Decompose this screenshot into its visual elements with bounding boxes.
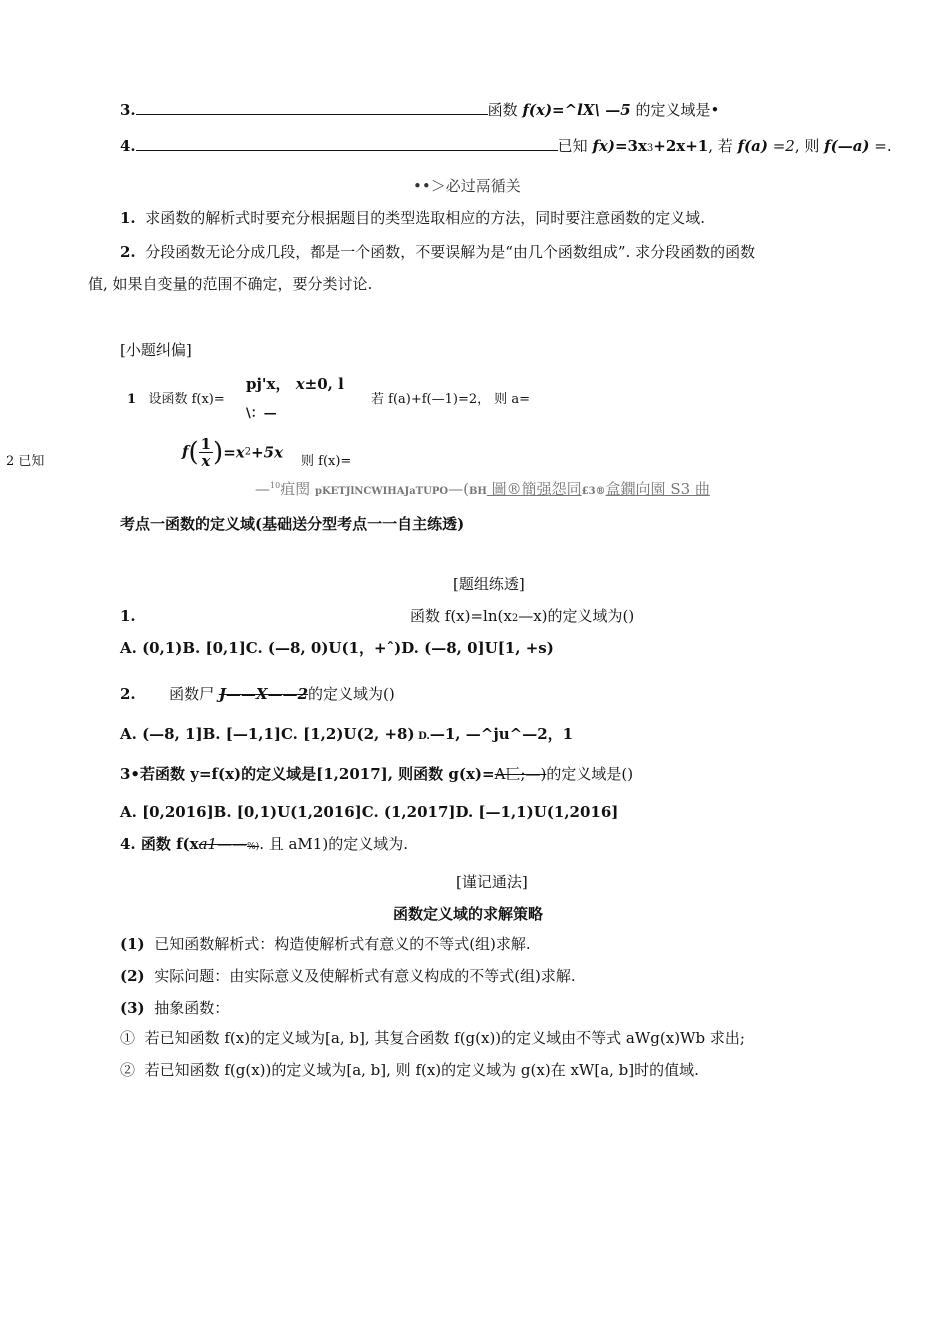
drill-question-3: 3•若函数 y=f(x)的定义域是[1,2017], 则函数 g(x)=A匸;—)的定义域是() — [120, 765, 634, 783]
answer-blank — [136, 136, 558, 151]
small-fix-heading: [小题纠偏] — [120, 341, 192, 359]
strategy-title: 函数定义域的求解策略 — [393, 905, 544, 923]
strategy-item: ② 若已知函数 f(g(x))的定义域为[a, b], 则 f(x)的定义域为 g(x)在 xW[a, b]时的值域. — [120, 1061, 699, 1079]
fraction: $\frac{1}{x}$ — [200, 435, 212, 470]
question-number: 3. — [120, 101, 136, 119]
question-3: 3. 函数 f(x)=^lX\ —5 的定义域是• — [120, 101, 720, 119]
strategy-item: (2) 实际问题：由实际意义及使解析式有意义构成的不等式(组)求解. — [120, 967, 576, 985]
piecewise-top: pj'x， x±0, l — [246, 375, 344, 393]
drill-question-1-number: 1. — [120, 607, 136, 625]
section-heading-must-pass: ••＞必过鬲循关 — [413, 177, 521, 195]
drill-question-1: 函数 f(x)=ln(x2—x)的定义域为() — [410, 607, 635, 625]
tip-2-continued: 值, 如果自变量的范围不确定，要分类讨论. — [88, 275, 373, 293]
fix-question-1: 1 设函数 f(x)= — [127, 392, 225, 407]
answer-blank — [136, 100, 488, 115]
key-point-heading: 考点一函数的定义域(基础送分型考点一一自主练透) — [120, 515, 465, 533]
drill-question-2: 2. 函数尸 J——X——2的定义域为() — [120, 685, 395, 703]
drill-question-2-options: A. (—8, 1]B. [—1,1]C. [1,2)U(2, +8) D.—1, —^ju^—2，1 — [120, 725, 574, 743]
section-banner: —$^{10}$疽閚 pKETJlNCWIHAJaTUPO—(BH 圖®簡强怨同£3®盒鐗向園 S3 曲 — [255, 480, 710, 498]
fix-question-1-condition: 若 f(a)+f(—1)=2， 则 a= — [371, 392, 531, 407]
drill-question-4: 4. 函数 f(xa1——%). 且 aM1)的定义域为. — [120, 835, 408, 853]
strategy-item: (1) 已知函数解析式：构造使解析式有意义的不等式(组)求解. — [120, 935, 531, 953]
fix-question-2-expr: f( $\frac{1}{x}$ )=x2+5x — [182, 435, 284, 470]
strategy-item: (3) 抽象函数： — [120, 999, 230, 1017]
strategy-item: ① 若已知函数 f(x)的定义域为[a, b], 其复合函数 f(g(x))的定义域由不等式 aWg(x)Wb 求出; — [120, 1029, 745, 1047]
piecewise-bottom: \：— — [246, 406, 277, 421]
fix-question-2-answer: 则 f(x)= — [301, 454, 352, 469]
fix-question-2-label: 2 已知 — [6, 454, 45, 469]
drill-question-3-options: A. [0,2016]B. [0,1)U(1,2016]C. (1,2017]D. [—1,1)U(1,2016] — [120, 803, 619, 821]
question-4: 4. 已知 fx)=3x3+2x+1, 若 f(a) =2, 则 f(—a) =. — [120, 137, 892, 155]
drill-question-1-options: A. (0,1)B. [0,1]C. (—8, 0)U(1，+ˆ)D. (—8, 0]U[1, +s) — [120, 639, 554, 657]
tip-1: 1. 求函数的解析式时要充分根据题目的类型选取相应的方法，同时要注意函数的定义域. — [120, 209, 705, 227]
memo-heading: [谨记通法] — [456, 873, 528, 891]
question-number: 4. — [120, 137, 136, 155]
tip-2: 2. 分段函数无论分成几段，都是一个函数，不要误解为是“由几个函数组成”. 求分段函数的函数 — [120, 243, 756, 261]
drill-heading: [题组练透] — [453, 575, 525, 593]
